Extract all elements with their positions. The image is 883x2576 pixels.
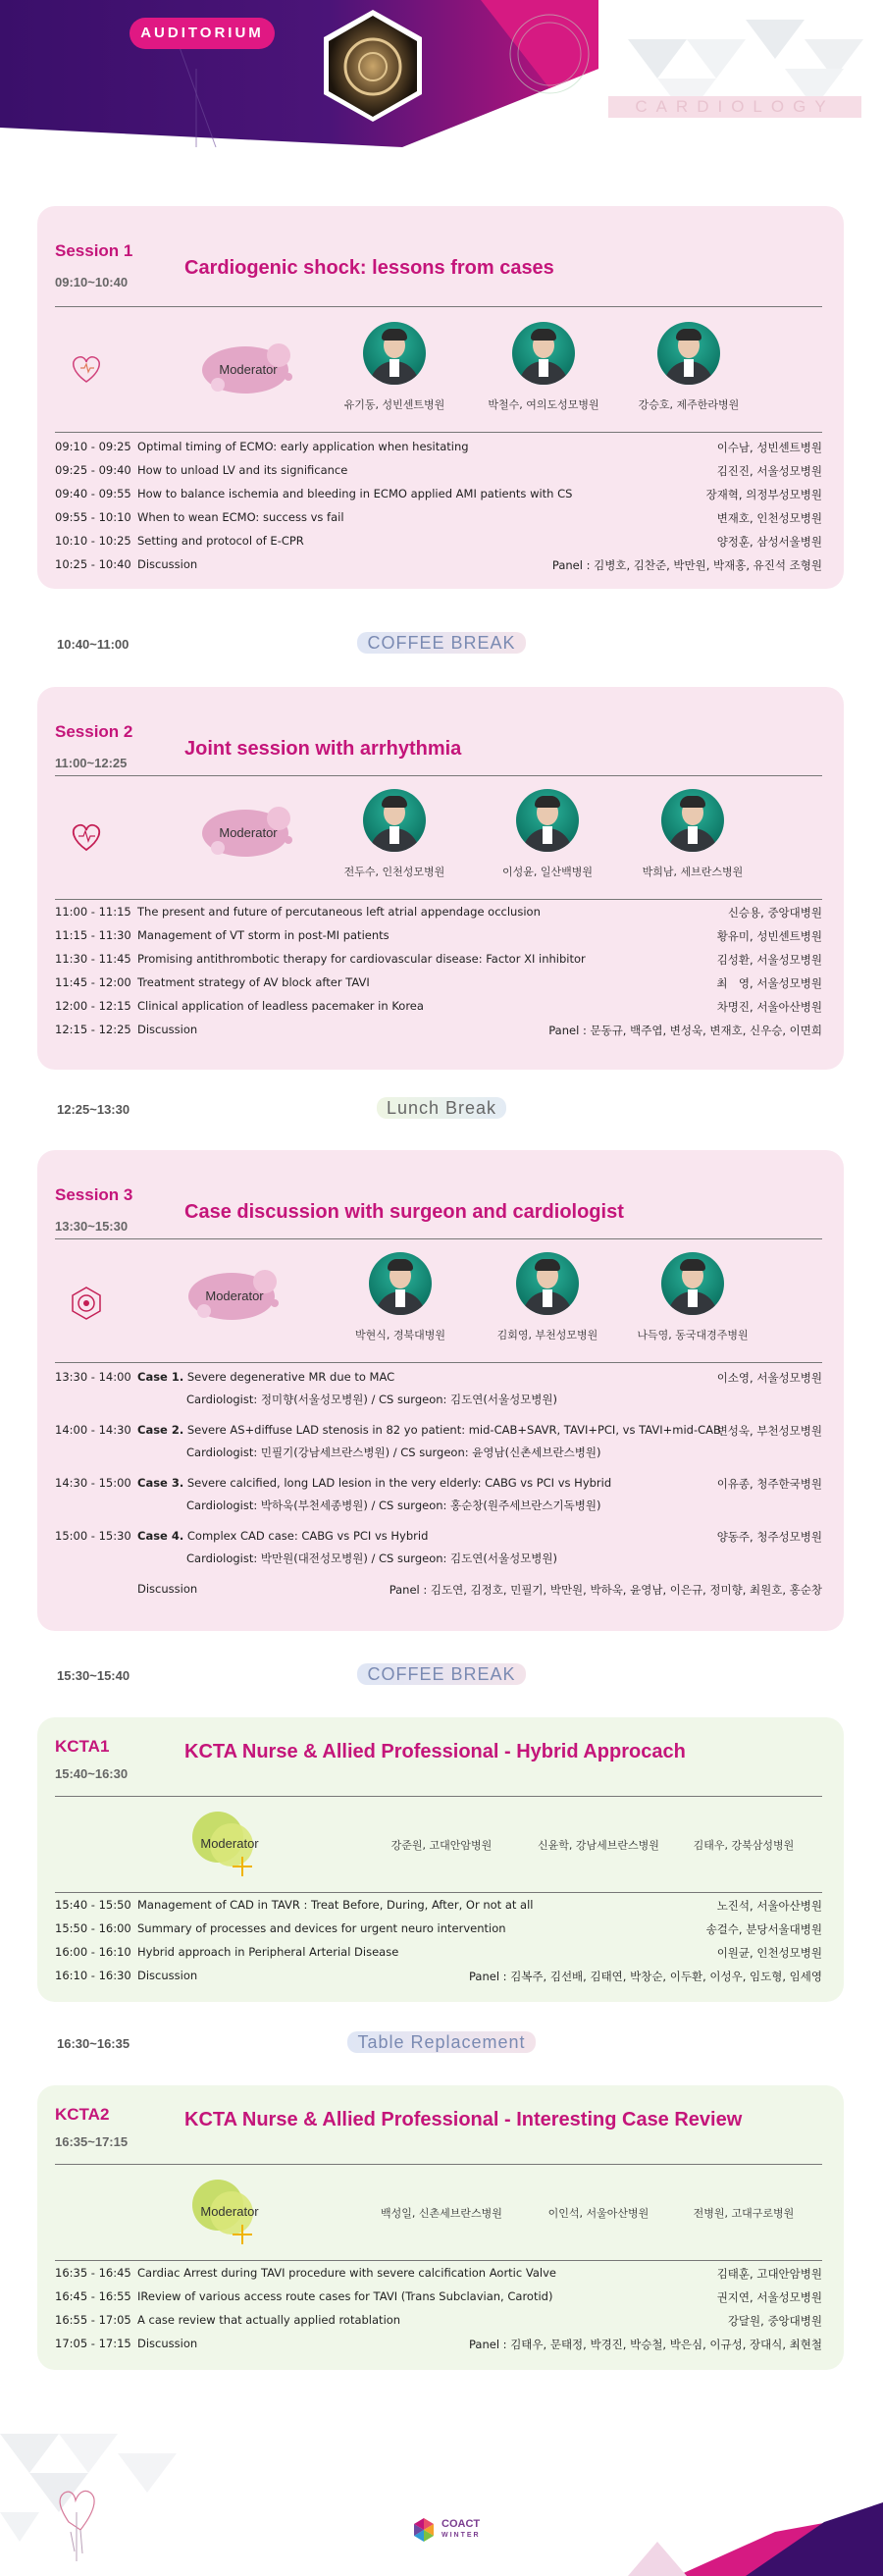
discussion-panel: Panel : 김도연, 김정호, 민필기, 박만원, 박하욱, 윤영남, 이은규, 정미향, 최원호, 홍순창: [389, 1583, 822, 1597]
session-3-card: [37, 1150, 844, 1631]
case-title: Severe calcified, long LAD lesion in the very elderly: CABG vs PCI vs Hybrid: [186, 1476, 612, 1490]
moderator-name: 나득영, 동국대경주병원: [637, 1329, 749, 1341]
moderator-person: [479, 789, 616, 879]
talk-speaker: 장재혁, 의정부성모병원: [705, 488, 822, 501]
moderator-label: Moderator: [205, 1288, 264, 1303]
moderator-badge: [184, 2176, 275, 2246]
divider: [55, 1796, 822, 1797]
case-presenter: 이소영, 서울성모병원: [716, 1371, 822, 1385]
session-time: 09:10~10:40: [55, 275, 129, 289]
moderator-person: [475, 322, 612, 412]
talk-speaker: 송걸수, 분당서울대병원: [705, 1922, 822, 1936]
track-label: CARDIOLOGY: [608, 96, 861, 118]
table-replacement-label: [0, 2032, 883, 2053]
case-title: Severe AS+diffuse LAD stenosis in 82 yo patient: mid-CAB+SAVR, TAVI+PCI, vs TAVI+mid-CAB: [186, 1423, 721, 1437]
program-row: [55, 905, 822, 926]
case-presenter: 이유종, 청주한국병원: [716, 1477, 822, 1491]
talk-time: 11:15 - 11:30: [55, 928, 131, 942]
talk-time: 09:55 - 10:10: [55, 510, 131, 524]
divider: [55, 775, 822, 776]
program-row: [55, 1921, 822, 1943]
talk-time: 15:40 - 15:50: [55, 1898, 131, 1912]
program-row: [55, 999, 822, 1021]
talk-title: The present and future of percutaneous left atrial appendage occlusion: [137, 905, 541, 919]
heart-icon: [67, 816, 106, 856]
moderator-name: 강승호, 제주한라병원: [638, 398, 740, 411]
session-time: 13:30~15:30: [55, 1219, 129, 1234]
moderator-name: 김회영, 부천성모병원: [496, 1329, 598, 1341]
program-row: [55, 975, 822, 997]
talk-title: Cardiac Arrest during TAVI procedure with severe calcification Aortic Valve: [137, 2266, 556, 2280]
break-text: COFFEE BREAK: [357, 1663, 525, 1685]
case-number: Case 3.: [137, 1476, 184, 1490]
talk-speaker: 이수남, 성빈센트병원: [716, 441, 822, 454]
program-row: [55, 1969, 822, 1990]
discussion-row: [55, 1582, 822, 1603]
talk-time: 16:55 - 17:05: [55, 2313, 131, 2327]
break-text: Lunch Break: [377, 1097, 506, 1119]
page-header: [0, 0, 883, 157]
program-row: [55, 2337, 822, 2358]
moderator-name: 신윤학, 강남세브란스병원: [538, 1839, 659, 1852]
program-row: [55, 534, 822, 555]
avatar: [363, 789, 426, 852]
talk-title: How to balance ischemia and bleeding in ECMO applied AMI patients with CS: [137, 487, 573, 500]
moderator-label: Moderator: [200, 2203, 259, 2219]
coffee-break-label: [0, 633, 883, 654]
talk-time: 15:50 - 16:00: [55, 1921, 131, 1935]
case-number: Case 1.: [137, 1370, 184, 1384]
talk-time: 12:00 - 12:15: [55, 999, 131, 1013]
moderator-name: 전두수, 인천성모병원: [343, 866, 445, 878]
talk-time: 09:10 - 09:25: [55, 440, 131, 453]
talk-time: 10:25 - 10:40: [55, 557, 131, 571]
talk-speaker: Panel : 문동규, 백주엽, 변성욱, 변재호, 신우승, 이면희: [548, 1024, 822, 1037]
avatar: [369, 1252, 432, 1315]
auditorium-badge: AUDITORIUM: [130, 18, 275, 49]
coact-wordmark: [442, 2518, 481, 2542]
talk-time: 10:10 - 10:25: [55, 534, 131, 548]
program-row: [55, 1945, 822, 1967]
session-time: 16:35~17:15: [55, 2134, 129, 2149]
talk-title: A case review that actually applied rotablation: [137, 2313, 401, 2327]
discussion-label: Discussion: [137, 1582, 198, 1596]
session-time: 15:40~16:30: [55, 1766, 129, 1781]
logo-sub: WINTER: [442, 2532, 481, 2539]
case-number: Case 2.: [137, 1423, 184, 1437]
talk-time: 11:30 - 11:45: [55, 952, 131, 966]
case-sub-row: [55, 1498, 822, 1519]
moderator-label: Moderator: [219, 361, 278, 377]
talk-time: 09:25 - 09:40: [55, 463, 131, 477]
talk-time: 09:40 - 09:55: [55, 487, 131, 500]
avatar: [512, 322, 575, 385]
moderator-name: 김태우, 강북삼성병원: [693, 1839, 795, 1852]
talk-speaker: 양정훈, 삼성서울병원: [716, 535, 822, 549]
case-presenter: 양동주, 청주성모병원: [716, 1530, 822, 1544]
case-presenter: 변성욱, 부천성모병원: [716, 1424, 822, 1438]
moderator-name: 박철수, 여의도성모병원: [488, 398, 599, 411]
talk-speaker: 신승용, 중앙대병원: [727, 906, 822, 920]
moderator-name: 백성일, 신촌세브란스병원: [381, 2207, 502, 2220]
talk-title: Promising antithrombotic therapy for cardiovascular disease: Factor XI inhibitor: [137, 952, 586, 966]
avatar: [363, 322, 426, 385]
talk-speaker: 차명진, 서울아산병원: [716, 1000, 822, 1014]
session-2-card: [37, 687, 844, 1070]
program-row: [55, 1898, 822, 1919]
lunch-break-label: [0, 1098, 883, 1119]
talk-time: 11:45 - 12:00: [55, 975, 131, 989]
case-row: [55, 1476, 822, 1498]
talk-speaker: Panel : 김복주, 김선배, 김태연, 박창순, 이두환, 이성우, 임도형, 임세영: [468, 1970, 822, 1983]
program-row: [55, 2266, 822, 2287]
case-discussants: Cardiologist: 민필기(강남세브란스병원) / CS surgeon: 윤영남(신촌세브란스병원): [186, 1446, 601, 1459]
case-row: [55, 1423, 822, 1445]
case-row: [55, 1370, 822, 1392]
talk-title: Discussion: [137, 1023, 198, 1036]
case-discussants: Cardiologist: 박하욱(부천세종병원) / CS surgeon: 홍순창(원주세브란스기독병원): [186, 1498, 601, 1512]
talk-time: 16:45 - 16:55: [55, 2289, 131, 2303]
divider: [55, 2164, 822, 2165]
talk-speaker: 변재호, 인천성모병원: [716, 511, 822, 525]
session-title: KCTA Nurse & Allied Professional - Interesting Case Review: [184, 2109, 743, 2130]
moderator-name: 강준원, 고대안암병원: [390, 1839, 493, 1852]
heart-valve-icon: [67, 1284, 106, 1323]
talk-time: 17:05 - 17:15: [55, 2337, 131, 2350]
talk-title: Clinical application of leadless pacemaker in Korea: [137, 999, 424, 1013]
program-row: [55, 440, 822, 461]
break-time: 12:25~13:30: [57, 1102, 130, 1117]
talk-title: Discussion: [137, 2337, 198, 2350]
session-label: KCTA1: [55, 1737, 110, 1756]
talk-speaker: 김진진, 서울성모병원: [716, 464, 822, 478]
talk-title: Discussion: [137, 1969, 198, 1982]
program-row: [55, 487, 822, 508]
moderator-name: 박현식, 경북대병원: [354, 1329, 445, 1341]
case-time: 14:00 - 14:30: [55, 1423, 131, 1437]
talk-title: Treatment strategy of AV block after TAVI: [137, 975, 370, 989]
moderator-person: [326, 789, 463, 879]
talk-time: 16:35 - 16:45: [55, 2266, 131, 2280]
talk-speaker: Panel : 김태우, 문태정, 박경진, 박승철, 박은심, 이규성, 장대식, 최현철: [468, 2338, 822, 2351]
talk-speaker: 강달원, 중앙대병원: [727, 2314, 822, 2328]
session-label: Session 1: [55, 241, 133, 260]
moderator-label: Moderator: [200, 1835, 259, 1851]
talk-time: 12:15 - 12:25: [55, 1023, 131, 1036]
moderator-badge: [194, 797, 302, 867]
moderator-name: 박희남, 세브란스병원: [642, 866, 744, 878]
case-number: Case 4.: [137, 1529, 184, 1543]
case-time: 15:00 - 15:30: [55, 1529, 131, 1543]
moderator-person: [624, 1252, 761, 1342]
avatar: [661, 789, 724, 852]
talk-speaker: 김태훈, 고대안암병원: [716, 2267, 822, 2281]
session-title: Cardiogenic shock: lessons from cases: [184, 257, 554, 279]
case-discussants: Cardiologist: 박만원(대전성모병원) / CS surgeon: 김도연(서울성모병원): [186, 1551, 558, 1565]
talk-title: Management of CAD in TAVR : Treat Before, During, After, Or not at all: [137, 1898, 534, 1912]
logo-main: COACT: [442, 2518, 481, 2530]
moderator-name: 이성윤, 일산백병원: [501, 866, 593, 878]
moderator-person: [326, 322, 463, 412]
coact-logo-mark: [408, 2514, 440, 2546]
avatar: [657, 322, 720, 385]
break-time: 16:30~16:35: [57, 2036, 130, 2051]
page-footer: [0, 2414, 883, 2576]
moderator-person: [479, 1252, 616, 1342]
talk-time: 11:00 - 11:15: [55, 905, 131, 919]
moderator-badge: [181, 1260, 288, 1331]
session-title: KCTA Nurse & Allied Professional - Hybrid Approcach: [184, 1741, 686, 1762]
moderator-badge: [184, 1808, 275, 1878]
kcta2-card: [37, 2085, 844, 2370]
talk-speaker: 이원균, 인천성모병원: [716, 1946, 822, 1960]
coffee-break-label: [0, 1664, 883, 1685]
divider: [55, 432, 822, 433]
program-row: [55, 463, 822, 485]
program-row: [55, 952, 822, 973]
talk-speaker: 최 영, 서울성모병원: [716, 976, 822, 990]
program-row: [55, 928, 822, 950]
case-row: [55, 1529, 822, 1551]
program-row: [55, 2313, 822, 2335]
talk-speaker: 노진석, 서울아산병원: [716, 1899, 822, 1913]
session-label: Session 2: [55, 722, 133, 741]
program-row: [55, 1023, 822, 1044]
session-1-card: [37, 206, 844, 589]
case-time: 14:30 - 15:00: [55, 1476, 131, 1490]
moderator-person: [624, 789, 761, 879]
talk-title: Optimal timing of ECMO: early application when hesitating: [137, 440, 469, 453]
talk-title: How to unload LV and its significance: [137, 463, 348, 477]
heart-icon: [67, 348, 106, 388]
talk-title: Setting and protocol of E-CPR: [137, 534, 304, 548]
session-title: Joint session with arrhythmia: [184, 738, 462, 760]
divider: [55, 1238, 822, 1239]
divider: [55, 306, 822, 307]
avatar: [516, 1252, 579, 1315]
kcta1-card: [37, 1717, 844, 2002]
avatar: [661, 1252, 724, 1315]
case-sub-row: [55, 1551, 822, 1572]
case-title: Severe degenerative MR due to MAC: [186, 1370, 395, 1384]
talk-title: Discussion: [137, 557, 198, 571]
talk-speaker: 황유미, 성빈센트병원: [716, 929, 822, 943]
talk-title: Management of VT storm in post-MI patients: [137, 928, 390, 942]
case-discussants: Cardiologist: 정미향(서울성모병원) / CS surgeon: 김도연(서울성모병원): [186, 1393, 558, 1406]
divider: [55, 1362, 822, 1363]
talk-speaker: 권지연, 서울성모병원: [716, 2290, 822, 2304]
talk-title: Hybrid approach in Peripheral Arterial Disease: [137, 1945, 399, 1959]
case-time: 13:30 - 14:00: [55, 1370, 131, 1384]
moderator-person: [620, 322, 757, 412]
case-title: Complex CAD case: CABG vs PCI vs Hybrid: [186, 1529, 429, 1543]
talk-title: IReview of various access route cases for TAVI (Trans Subclavian, Carotid): [137, 2289, 553, 2303]
talk-speaker: 김성환, 서울성모병원: [716, 953, 822, 967]
case-sub-row: [55, 1392, 822, 1413]
session-label: Session 3: [55, 1185, 133, 1204]
break-text: COFFEE BREAK: [357, 632, 525, 654]
break-text: Table Replacement: [347, 2031, 535, 2053]
talk-time: 16:10 - 16:30: [55, 1969, 131, 1982]
session-time: 11:00~12:25: [55, 756, 128, 770]
moderator-badge: [194, 334, 302, 404]
break-time: 10:40~11:00: [57, 637, 130, 652]
talk-title: When to wean ECMO: success vs fail: [137, 510, 344, 524]
moderator-name: 이인석, 서울아산병원: [547, 2207, 649, 2220]
talk-time: 16:00 - 16:10: [55, 1945, 131, 1959]
program-row: [55, 510, 822, 532]
session-label: KCTA2: [55, 2105, 110, 2124]
session-title: Case discussion with surgeon and cardiologist: [184, 1201, 624, 1223]
divider: [55, 899, 822, 900]
divider: [55, 2260, 822, 2261]
moderator-name: 전병원, 고대구로병원: [693, 2207, 795, 2220]
moderator-name: 유기동, 성빈센트병원: [343, 398, 445, 411]
moderator-person: [332, 1252, 469, 1342]
divider: [55, 1892, 822, 1893]
coact-logo: [408, 2514, 496, 2553]
case-sub-row: [55, 1445, 822, 1466]
moderator-label: Moderator: [219, 824, 278, 840]
talk-speaker: Panel : 김병호, 김찬준, 박만원, 박재홍, 유진석 조형원: [551, 558, 822, 572]
program-row: [55, 557, 822, 579]
talk-title: Summary of processes and devices for urgent neuro intervention: [137, 1921, 506, 1935]
program-row: [55, 2289, 822, 2311]
break-time: 15:30~15:40: [57, 1668, 130, 1683]
avatar: [516, 789, 579, 852]
